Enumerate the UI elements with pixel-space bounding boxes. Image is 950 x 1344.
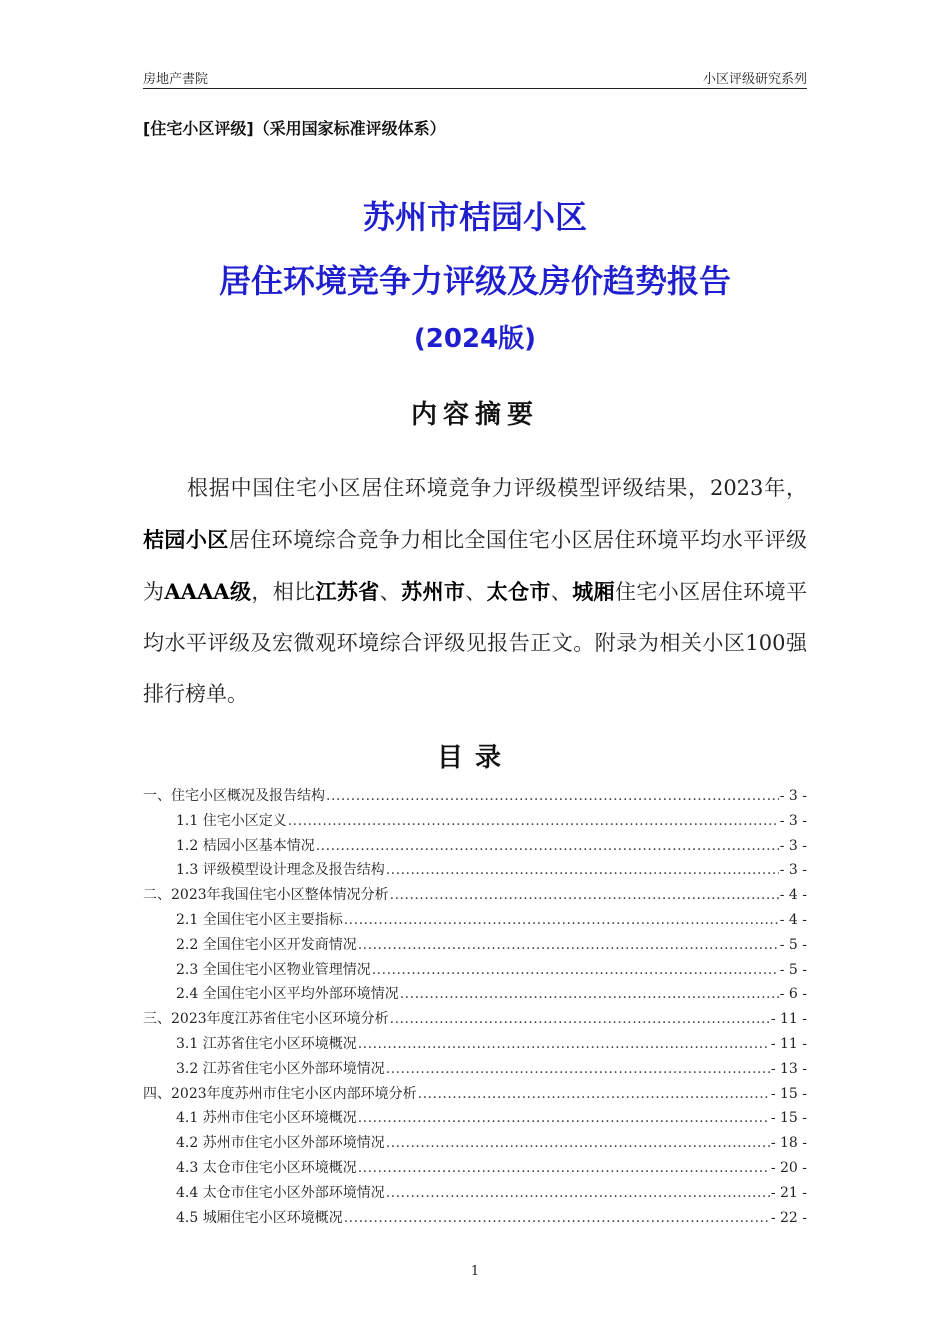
toc-entry-title: 1.1 住宅小区定义	[176, 812, 287, 829]
header-series: 小区评级研究系列	[702, 72, 807, 87]
toc-subsection-link[interactable]	[143, 1057, 807, 1082]
toc-subsection-link[interactable]	[143, 1181, 807, 1206]
toc-entry-page: - 15 -	[770, 1110, 807, 1127]
page-number: 1	[470, 1264, 480, 1279]
toc-dot-leader	[358, 1156, 770, 1181]
toc-dot-leader	[390, 883, 779, 908]
toc-entry-title: 4.4 太仓市住宅小区外部环境情况	[176, 1184, 385, 1201]
toc-entry-page: - 11 -	[770, 1011, 807, 1028]
toc-entry-page: - 4 -	[779, 911, 807, 928]
abstract-city: 苏州市	[401, 579, 466, 604]
abstract-text: 、	[465, 580, 487, 604]
toc-entry-title: 4.5 城厢住宅小区环境概况	[176, 1209, 343, 1226]
toc-dot-leader	[358, 1032, 770, 1057]
toc-entry-page: - 21 -	[770, 1184, 807, 1201]
toc-entry-title: 四、2023年度苏州市住宅小区内部环境分析	[143, 1085, 417, 1102]
abstract-paragraph	[143, 463, 807, 720]
toc-entry-page: - 6 -	[779, 986, 807, 1003]
toc-subsection-link[interactable]	[143, 958, 807, 983]
toc-dot-leader	[386, 1057, 770, 1082]
abstract-text: 、	[550, 580, 573, 604]
toc-entry-title: 2.4 全国住宅小区平均外部环境情况	[176, 986, 399, 1003]
toc-dot-leader	[344, 908, 779, 933]
report-category: [住宅小区评级]（采用国家标准评级体系）	[143, 119, 446, 138]
toc-dot-leader	[390, 1007, 770, 1032]
table-of-contents	[143, 784, 807, 1230]
toc-entry-page: - 18 -	[770, 1135, 807, 1152]
toc-dot-leader	[386, 1131, 770, 1156]
abstract-text: 根据中国住宅小区居住环境竞争力评级模型评级结果，2023年，	[187, 476, 807, 500]
abstract-county: 太仓市	[486, 579, 551, 604]
toc-dot-leader	[326, 784, 779, 809]
toc-dot-leader	[288, 809, 779, 834]
report-title-location: 苏州市桔园小区	[362, 198, 587, 236]
toc-subsection-link[interactable]	[143, 933, 807, 958]
toc-section-link[interactable]	[143, 784, 807, 809]
toc-dot-leader	[400, 982, 779, 1007]
toc-entry-page: - 11 -	[770, 1035, 807, 1052]
toc-dot-leader	[358, 933, 779, 958]
toc-entry-title: 1.3 评级模型设计理念及报告结构	[176, 862, 385, 879]
toc-dot-leader	[316, 834, 779, 859]
toc-entry-page: - 3 -	[779, 812, 807, 829]
toc-entry-page: - 4 -	[779, 887, 807, 904]
toc-entry-page: - 13 -	[770, 1060, 807, 1077]
toc-dot-leader	[386, 1181, 770, 1206]
toc-entry-page: - 3 -	[779, 788, 807, 804]
toc-subsection-link[interactable]	[143, 809, 807, 834]
toc-dot-leader	[372, 958, 779, 983]
abstract-text: 住宅小区居住环境平均水平评级及宏微观环境综合评级见报告正文。附录为相关小区100强排行榜单。	[143, 580, 808, 706]
toc-entry-title: 三、2023年度江苏省住宅小区环境分析	[143, 1011, 389, 1028]
toc-subsection-link[interactable]	[143, 1206, 807, 1231]
abstract-text: ，相比	[251, 580, 316, 604]
toc-entry-title: 4.3 太仓市住宅小区环境概况	[176, 1159, 357, 1176]
abstract-province: 江苏省	[315, 579, 380, 604]
toc-entry-title: 2.2 全国住宅小区开发商情况	[176, 936, 357, 953]
abstract-heading: 内容摘要	[410, 400, 539, 430]
toc-section-link[interactable]	[143, 883, 807, 908]
toc-subsection-link[interactable]	[143, 1032, 807, 1057]
toc-entry-title: 1.2 桔园小区基本情况	[176, 837, 315, 854]
toc-section-link[interactable]	[143, 1082, 807, 1107]
toc-entry-page: - 22 -	[770, 1209, 807, 1226]
toc-entry-page: - 3 -	[779, 862, 807, 879]
abstract-text: 居住环境综合竞争力相比全国住宅小区居住环境平均水平评级为	[143, 528, 807, 604]
toc-entry-title: 3.1 江苏省住宅小区环境概况	[176, 1035, 357, 1052]
toc-dot-leader	[386, 858, 779, 883]
toc-entry-title: 4.2 苏州市住宅小区外部环境情况	[176, 1135, 385, 1152]
toc-entry-page: - 20 -	[770, 1159, 807, 1176]
header-publisher: 房地产書院	[143, 72, 209, 87]
toc-section-link[interactable]	[143, 1007, 807, 1032]
toc-subsection-link[interactable]	[143, 982, 807, 1007]
toc-subsection-link[interactable]	[143, 1106, 807, 1131]
abstract-district: 城厢	[572, 579, 615, 604]
abstract-text: 、	[379, 580, 402, 604]
toc-dot-leader	[358, 1106, 770, 1131]
toc-entry-title: 2.3 全国住宅小区物业管理情况	[176, 961, 371, 978]
page-header	[143, 66, 807, 89]
toc-subsection-link[interactable]	[143, 858, 807, 883]
abstract-community-name: 桔园小区	[143, 527, 229, 552]
toc-dot-leader	[344, 1206, 770, 1231]
toc-subsection-link[interactable]	[143, 908, 807, 933]
report-title-edition: (2024版)	[413, 324, 537, 354]
toc-subsection-link[interactable]	[143, 1131, 807, 1156]
report-title-main: 居住环境竞争力评级及房价趋势报告	[218, 262, 731, 300]
toc-subsection-link[interactable]	[143, 834, 807, 859]
toc-entry-title: 二、2023年我国住宅小区整体情况分析	[143, 887, 389, 904]
toc-entry-page: - 3 -	[779, 837, 807, 854]
toc-entry-page: - 5 -	[779, 936, 807, 953]
toc-entry-title: 一、住宅小区概况及报告结构	[143, 788, 325, 804]
toc-entry-title: 3.2 江苏省住宅小区外部环境情况	[176, 1060, 385, 1077]
toc-dot-leader	[418, 1082, 770, 1107]
toc-entry-title: 4.1 苏州市住宅小区环境概况	[176, 1110, 357, 1127]
toc-entry-page: - 5 -	[779, 961, 807, 978]
toc-subsection-link[interactable]	[143, 1156, 807, 1181]
abstract-rating: AAAA级	[164, 579, 252, 604]
toc-heading: 目录	[436, 743, 513, 773]
toc-entry-title: 2.1 全国住宅小区主要指标	[176, 911, 343, 928]
toc-entry-page: - 15 -	[770, 1085, 807, 1102]
